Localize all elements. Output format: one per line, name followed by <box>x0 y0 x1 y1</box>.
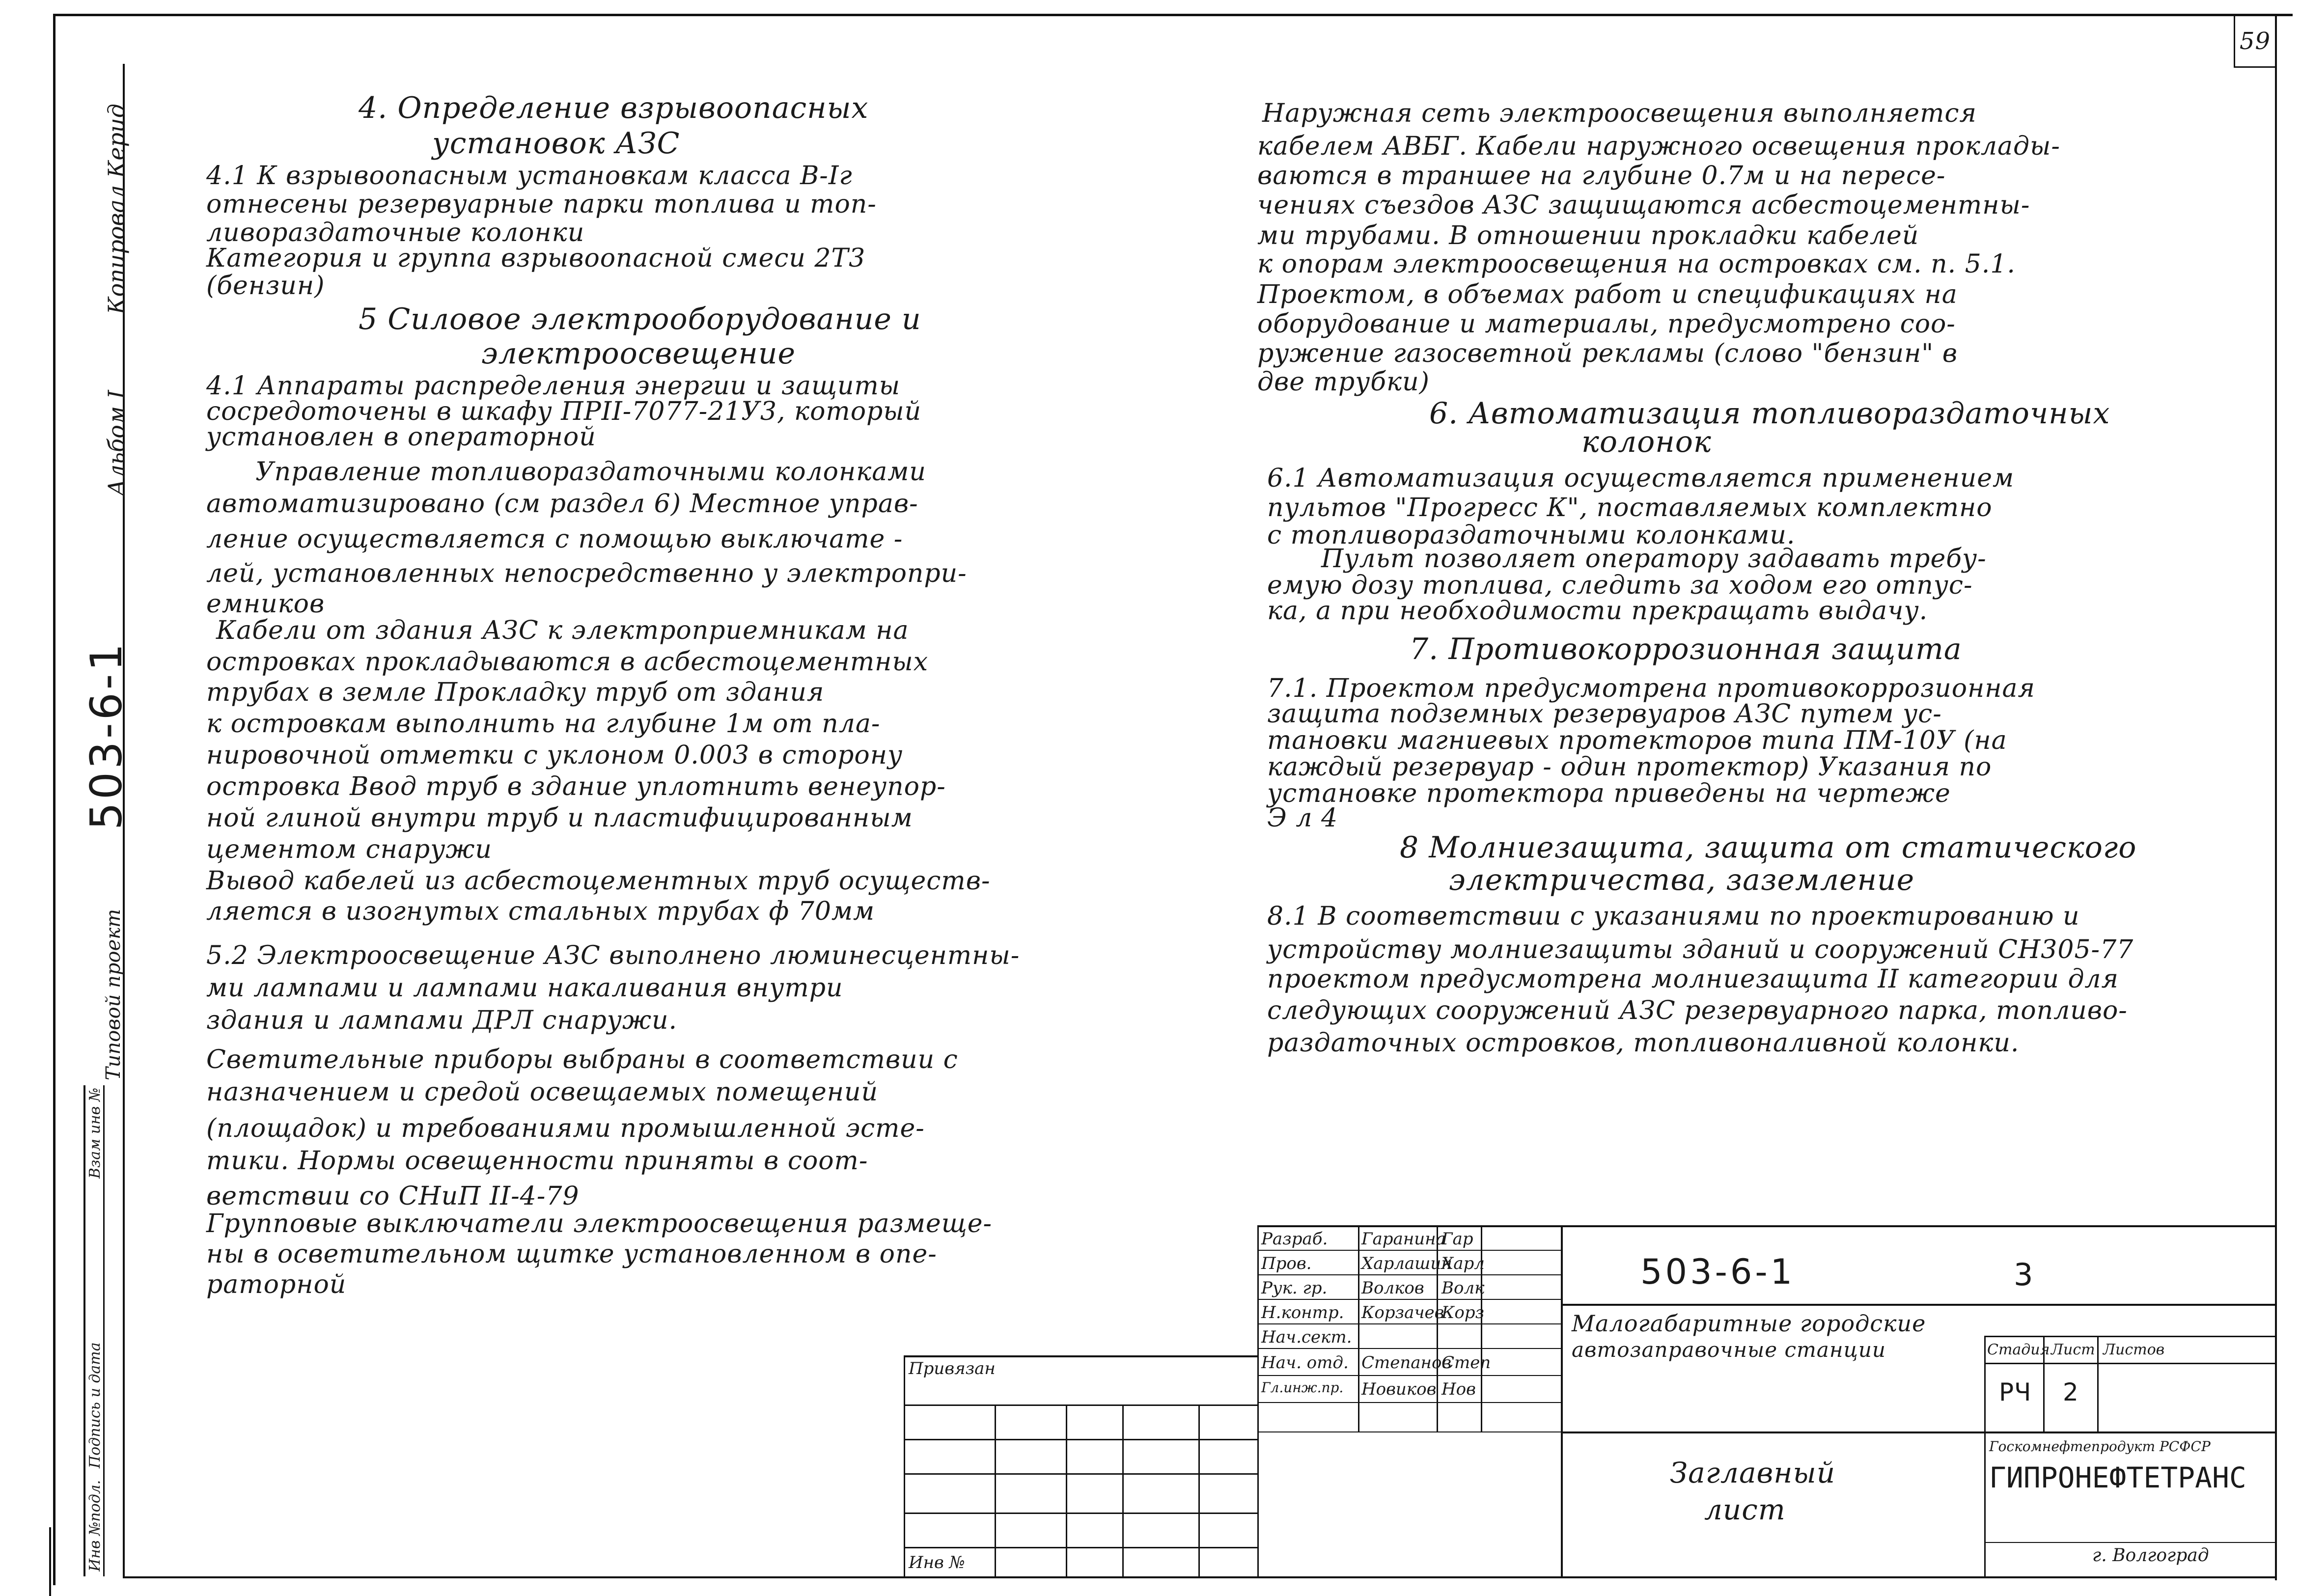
code-row-bottom <box>1562 1304 2277 1306</box>
privyazan-h5 <box>904 1547 1257 1548</box>
org-top: Госкомнефтепродукт РСФСР <box>1989 1438 2211 1455</box>
sig-row-line-8 <box>1257 1431 1562 1432</box>
side-stamp-label-3: Взам инв № <box>86 1087 104 1179</box>
left-line-28: ми лампами и лампами накаливания внутри <box>206 973 843 1003</box>
right-line-22: каждый резервуар - один протектор) Указания по <box>1267 752 1992 782</box>
privyazan-h4 <box>904 1513 1257 1514</box>
privyazan-v1 <box>995 1404 996 1576</box>
right-line-17: ка, а при необходимости прекращать выдачу. <box>1267 596 1928 626</box>
side-stamp-line <box>83 1085 85 1576</box>
left-line-17: Кабели от здания АЗС к электроприемникам на <box>216 616 909 645</box>
frame-top <box>53 14 2293 16</box>
right-line-29: проектом предусмотрена молниезащита II категории для <box>1267 964 2119 994</box>
role-2: Рук. гр. <box>1261 1278 1328 1298</box>
right-line-5: к опорам электроосвещения на островках см. п. 5.1. <box>1257 249 2016 279</box>
left-line-34: ветствии со СНиП II-4-79 <box>206 1182 580 1211</box>
signature-5: Степ <box>1441 1353 1491 1373</box>
title-line-1: Малогабаритные городские <box>1572 1310 1926 1337</box>
name-5: Степанов <box>1361 1353 1452 1373</box>
stage-label: Стадия <box>1987 1341 2050 1358</box>
left-line-10: сосредоточены в шкафу ПРII-7077-21У3, который <box>206 397 922 426</box>
page-number-box-left <box>2234 14 2235 68</box>
right-line-11: колонок <box>1581 425 1712 459</box>
right-line-0: Наружная сеть электроосвещения выполняется <box>1262 99 1977 128</box>
left-line-25: Вывод кабелей из асбестоцементных труб осуществ- <box>206 866 991 896</box>
left-line-24: цементом снаружи <box>206 835 492 864</box>
page-number: 59 <box>2240 28 2271 55</box>
stage-col-3 <box>2097 1336 2099 1431</box>
left-line-21: нировочной отметки с уклоном 0.003 в сторону <box>206 741 903 770</box>
right-line-19: 7.1. Проектом предусмотрена противокоррозионная <box>1267 674 2035 703</box>
sheet-value: 2 <box>2063 1378 2079 1406</box>
side-stamp-label-2: Подпись и дата <box>86 1342 104 1468</box>
left-line-3: отнесены резервуарные парки топлива и топ- <box>206 190 877 219</box>
sheets-label: Листов <box>2103 1341 2165 1358</box>
left-line-27: 5.2 Электроосвещение АЗС выполнено люминесцентны- <box>206 941 1020 970</box>
sig-row-line-6 <box>1257 1375 1562 1376</box>
left-line-26: ляется в изогнутых стальных трубах ф 70мм <box>206 897 875 926</box>
left-line-9: 4.1 Аппараты распределения энергии и защиты <box>206 371 901 401</box>
left-line-6: (бензин) <box>206 271 325 301</box>
right-line-3: чениях съездов АЗС защищаются асбестоцементны- <box>1257 191 2030 220</box>
role-5: Нач. отд. <box>1261 1353 1349 1373</box>
stage-value: РЧ <box>1999 1378 2032 1406</box>
left-line-30: Светительные приборы выбраны в соответствии с <box>206 1045 958 1074</box>
left-line-33: тики. Нормы освещенности приняты в соот- <box>206 1146 868 1176</box>
title-line-2: автозаправочные станции <box>1572 1338 1886 1362</box>
left-line-16: емников <box>206 589 325 619</box>
privyazan-label: Привязан <box>909 1359 996 1378</box>
stamp-top <box>1257 1225 2277 1227</box>
left-line-5: Категория и группа взрывоопасной смеси 2Т3 <box>206 244 866 273</box>
sheet-label: Лист <box>2051 1341 2095 1358</box>
name-0: Гаранина <box>1361 1229 1446 1249</box>
left-line-4: ливораздаточные колонки <box>206 218 585 248</box>
right-line-26: электричества, заземление <box>1449 863 1915 897</box>
privyazan-h1 <box>904 1404 1257 1406</box>
privyazan-v2 <box>1066 1404 1067 1576</box>
name-3: Корзачев <box>1361 1303 1444 1322</box>
right-line-6: Проектом, в объемах работ и спецификациях на <box>1257 280 1958 309</box>
privyazan-v3 <box>1122 1404 1124 1576</box>
role-1: Пров. <box>1261 1254 1312 1273</box>
left-line-32: (площадок) и требованиями промышленной эсте- <box>206 1114 925 1143</box>
sig-row-line-5 <box>1257 1348 1562 1349</box>
org-name: ГИПРОНЕФТЕТРАНС <box>1989 1461 2246 1494</box>
left-line-13: автоматизировано (см раздел 6) Местное управ- <box>206 489 918 519</box>
name-6: Новиков <box>1361 1379 1437 1399</box>
role-6: Гл.инж.пр. <box>1261 1379 1344 1396</box>
left-line-23: ной глиной внутри труб и пластифицированным <box>206 803 913 833</box>
right-line-25: 8 Молниезащита, защита от статического <box>1400 830 2137 865</box>
right-line-28: устройству молниезащиты зданий и сооружений СН305-77 <box>1267 935 2134 964</box>
frame-left <box>53 14 55 1585</box>
title-row-bottom <box>1562 1431 2277 1433</box>
privyazan-h2 <box>904 1439 1257 1440</box>
right-line-16: емую дозу топлива, следить за ходом его отпус- <box>1267 571 1973 600</box>
frame-bottom <box>123 1576 2277 1578</box>
left-line-0: 4. Определение взрывоопасных <box>359 91 869 125</box>
side-copied: Копировал Керид <box>103 104 130 314</box>
left-line-1: установок АЗС <box>432 126 680 161</box>
right-line-10: 6. Автоматизация топливораздаточных <box>1429 396 2110 431</box>
sig-row-line-1 <box>1257 1250 1562 1251</box>
privyazan-v4 <box>1198 1404 1200 1576</box>
right-line-14: с топливораздаточными колонками. <box>1267 521 1796 550</box>
signature-0: Гар <box>1441 1229 1473 1249</box>
left-line-14: ление осуществляется с помощью выключате - <box>206 524 903 554</box>
right-line-2: ваются в траншее на глубине 0.7м и на пересе- <box>1257 161 1946 191</box>
left-line-12: Управление топливораздаточными колонками <box>255 457 926 487</box>
right-line-1: кабелем АВБГ. Кабели наружного освещения проклады- <box>1257 132 2060 161</box>
side-project-number: 503-6-1 <box>81 640 132 830</box>
right-line-27: 8.1 В соответствии с указаниями по проектированию и <box>1267 902 2080 931</box>
sig-row-line-3 <box>1257 1299 1562 1300</box>
right-line-12: 6.1 Автоматизация осуществляется применением <box>1267 464 2015 493</box>
left-line-22: островка Ввод труб в здание уплотнить венеупор- <box>206 772 946 801</box>
right-line-8: ружение газосветной рекламы (слово "бензин" в <box>1257 339 1958 368</box>
stage-col-left <box>1984 1336 1986 1576</box>
page-number-box-bottom <box>2234 66 2277 68</box>
right-line-30: следующих сооружений АЗС резервуарного парка, топливо- <box>1267 996 2128 1025</box>
signature-3: Корз <box>1441 1303 1485 1322</box>
left-line-35: Групповые выключатели электроосвещения размеще- <box>206 1209 993 1238</box>
org-city-line <box>1984 1542 2277 1543</box>
right-line-23: установке протектора приведены на чертеже <box>1267 779 1951 808</box>
scan-mark <box>49 1527 51 1596</box>
left-line-19: трубах в земле Прокладку труб от здания <box>206 678 825 707</box>
right-line-4: ми трубами. В отношении прокладки кабелей <box>1257 221 1919 250</box>
signature-6: Нов <box>1441 1379 1476 1399</box>
stage-header-top <box>1984 1336 2277 1337</box>
left-line-2: 4.1 К взрывоопасным установкам класса В-Iг <box>206 161 853 191</box>
left-line-29: здания и лампами ДРЛ снаружи. <box>206 1006 678 1035</box>
frame-right <box>2275 14 2277 1580</box>
role-3: Н.контр. <box>1261 1303 1344 1322</box>
doc-title-2: лист <box>1704 1493 1786 1526</box>
inv-label: Инв № <box>909 1553 965 1572</box>
right-line-24: Э л 4 <box>1267 803 1338 833</box>
role-0: Разраб. <box>1261 1229 1328 1249</box>
name-1: Харлашин <box>1361 1254 1452 1273</box>
side-stamp-label-1: Инв №подл. <box>86 1480 104 1571</box>
stamp-v2 <box>1358 1225 1359 1431</box>
side-standard-project: Типовой проект <box>102 908 125 1080</box>
left-line-18: островках прокладываются в асбестоцементных <box>206 647 929 677</box>
signature-2: Волк <box>1441 1278 1485 1298</box>
side-album: Альбом I <box>103 390 130 496</box>
right-line-9: две трубки) <box>1257 367 1430 397</box>
privyazan-v0 <box>904 1355 905 1576</box>
right-line-13: пультов "Прогресс К", поставляемых комплектно <box>1267 493 1993 523</box>
name-2: Волков <box>1361 1278 1424 1298</box>
left-line-7: 5 Силовое электрооборудование и <box>359 302 921 336</box>
right-line-18: 7. Противокоррозионная защита <box>1410 632 1962 666</box>
sig-row-line-2 <box>1257 1274 1562 1275</box>
role-4: Нач.сект. <box>1261 1327 1352 1347</box>
org-city: г. Волгоград <box>2092 1545 2209 1566</box>
sig-row-line-4 <box>1257 1323 1562 1324</box>
right-line-31: раздаточных островков, топливоналивной колонки. <box>1267 1028 2020 1058</box>
left-line-36: ны в осветительном щитке установленном в опе- <box>206 1239 937 1269</box>
left-line-20: к островкам выполнить на глубине 1м от пла- <box>206 709 881 739</box>
stage-header-bottom <box>1984 1363 2277 1364</box>
left-line-8: электроосвещение <box>481 336 796 371</box>
stamp-v1 <box>1257 1225 1259 1576</box>
sig-row-line-7 <box>1257 1402 1562 1403</box>
right-line-20: защита подземных резервуаров АЗС путем ус- <box>1267 699 1942 729</box>
left-line-15: лей, установленных непосредственно у электропри- <box>206 559 967 588</box>
left-line-11: установлен в операторной <box>206 422 596 452</box>
right-line-21: тановки магниевых протекторов типа ПМ-10У (на <box>1267 726 2007 755</box>
stamp-v5 <box>1561 1225 1563 1576</box>
doc-sheet-num: 3 <box>2014 1257 2034 1293</box>
stamp-mid-top <box>904 1355 1257 1357</box>
privyazan-h3 <box>904 1473 1257 1475</box>
doc-code: 503-6-1 <box>1640 1252 1796 1292</box>
left-line-37: раторной <box>206 1270 347 1299</box>
signature-1: Харл <box>1441 1254 1485 1273</box>
right-line-7: оборудование и материалы, предусмотрено соо- <box>1257 309 1956 339</box>
left-line-31: назначением и средой освещаемых помещений <box>206 1077 878 1107</box>
doc-title-1: Заглавный <box>1670 1456 1836 1489</box>
right-line-15: Пульт позволяет оператору задавать требу- <box>1321 544 1987 574</box>
